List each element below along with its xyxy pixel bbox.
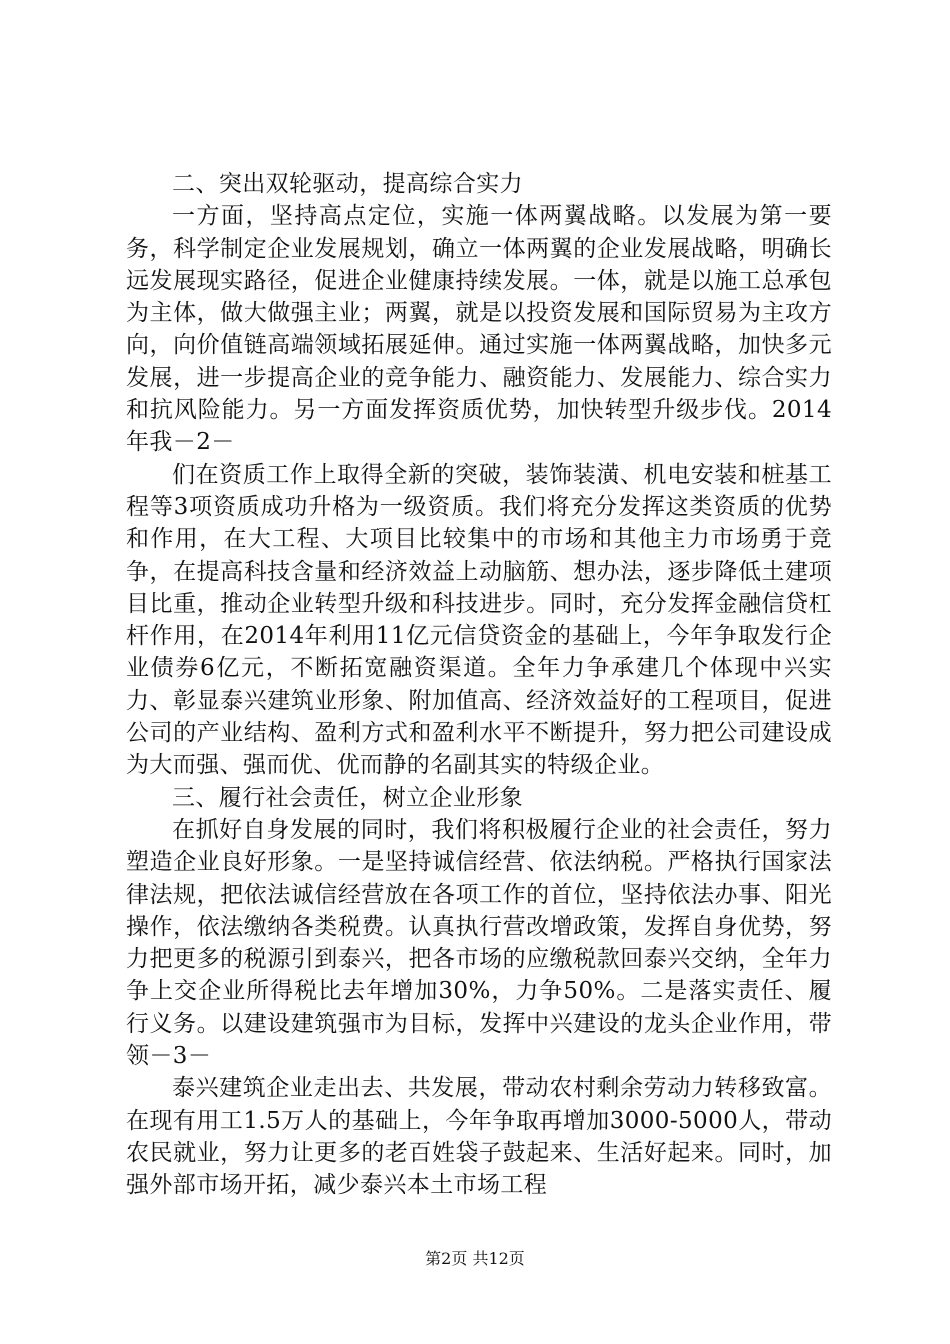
paragraph: 们在资质工作上取得全新的突破，装饰装潢、机电安装和桩基工程等3项资质成功升格为一级资质。我们将充分发挥这类资质的优势和作用，在大工程、大项目比较集中的市场和其他主力市场勇于竞争，在提高科技含量和经济效益上动脑筋、想办法，逐步降低土建项目比重，推动企业转型升级和科技进步。同时，充分发挥金融信贷杠杆作用，在2014年利用11亿元信贷资金的基础上，今年争取发行企业债券6亿元，不断拓宽融资渠道。全年力争承建几个体现中兴实力、彰显泰兴建筑业形象、附加值高、经济效益好的工程项目，促进公司的产业结构、盈利方式和盈利水平不断提升，努力把公司建设成为大而强、强而优、优而静的名副其实的特级企业。 xyxy=(126,461,832,779)
document-body xyxy=(126,168,832,1202)
page-footer: 第2页 共12页 xyxy=(425,1249,525,1268)
paragraph: 在抓好自身发展的同时，我们将积极履行企业的社会责任，努力塑造企业良好形象。一是坚持诚信经营、依法纳税。严格执行国家法律法规，把依法诚信经营放在各项工作的首位，坚持依法办事、阳光操作，依法缴纳各类税费。认真执行营改增政策，发挥自身优势，努力把更多的税源引到泰兴，把各市场的应缴税款回泰兴交纳，全年力争上交企业所得税比去年增加30%，力争50%。二是落实责任、履行义务。以建设建筑强市为目标，发挥中兴建设的龙头企业作用，带领－3－ xyxy=(126,816,832,1070)
paragraph: 一方面，坚持高点定位，实施一体两翼战略。以发展为第一要务，科学制定企业发展规划，确立一体两翼的企业发展战略，明确长远发展现实路径，促进企业健康持续发展。一体，就是以施工总承包为主体，做大做强主业；两翼，就是以投资发展和国际贸易为主攻方向，向价值链高端领域拓展延伸。通过实施一体两翼战略，加快多元发展，进一步提高企业的竞争能力、融资能力、发展能力、综合实力和抗风险能力。另一方面发挥资质优势，加快转型升级步伐。2014年我－2－ xyxy=(126,203,832,456)
section-heading-3: 三、履行社会责任，树立企业形象 xyxy=(172,784,523,811)
section-heading-2: 二、突出双轮驱动，提高综合实力 xyxy=(172,171,523,197)
paragraph: 泰兴建筑企业走出去、共发展，带动农村剩余劳动力转移致富。在现有用工1.5万人的基础上，今年争取再增加3000-5000人，带动农民就业，努力让更多的老百姓袋子鼓起来、生活好起来。同时，加强外部市场开拓，减少泰兴本土市场工程 xyxy=(126,1075,832,1199)
